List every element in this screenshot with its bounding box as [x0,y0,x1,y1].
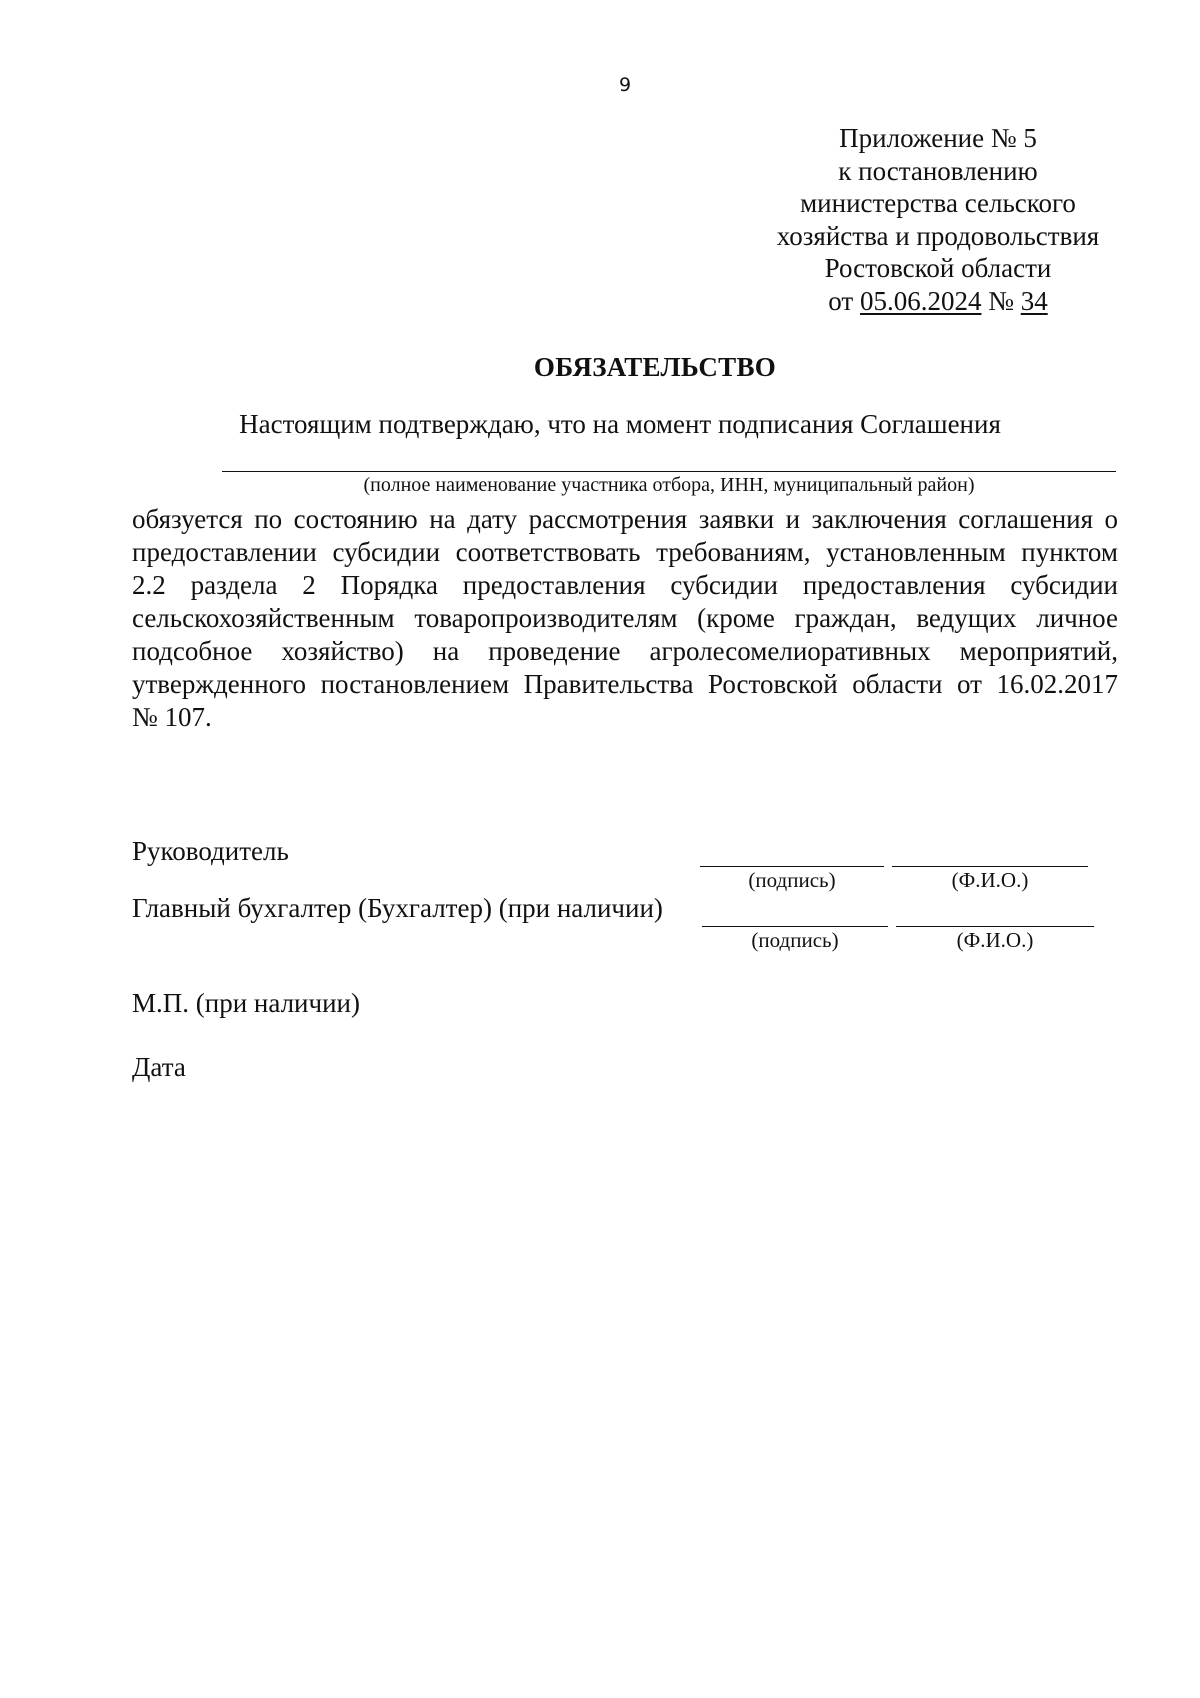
paragraph-line: утвержденного постановлением Правительства Ростовской области от 16.02.2017 [132,669,1118,699]
paragraph-line: обязуется по состоянию на дату рассмотрения заявки и заключения соглашения о [132,504,1118,534]
obligation-paragraph [132,503,1118,734]
accountant-signature-caption: (подпись) [751,928,839,952]
head-name-line [892,866,1088,867]
paragraph-line: 2.2 раздела 2 Порядка предоставления субсидии предоставления субсидии [132,570,1118,600]
appendix-number: 34 [1020,285,1048,316]
appendix-line-3: министерства сельского [800,188,1076,218]
intro-text: Настоящим подтверждаю, что на момент подписания Соглашения [239,409,1001,439]
paragraph-line: сельскохозяйственным товаропроизводителям (кроме граждан, ведущих личное [132,603,1118,633]
head-name-caption: (Ф.И.О.) [951,868,1029,892]
paragraph-line: подсобное хозяйство) на проведение агролесомелиоративных мероприятий, [132,636,1118,666]
paragraph-line: предоставлении субсидии соответствовать требованиям, установленным пунктом [132,537,1118,567]
appendix-date: 05.06.2024 [859,285,982,316]
appendix-line-1: Приложение № 5 [839,123,1037,153]
accountant-label: Главный бухгалтер (Бухгалтер) (при наличии) [132,893,663,923]
appendix-number-prefix: № [981,285,1021,316]
page-number: 9 [618,74,632,96]
accountant-name-line [896,926,1094,927]
appendix-line-5: Ростовской области [824,253,1052,283]
appendix-line-2: к постановлению [838,155,1038,186]
appendix-date-line [748,285,1128,318]
head-signature-line [700,866,884,867]
participant-fill-line [222,471,1116,472]
paragraph-line: № 107. [132,702,212,732]
date-label: Дата [132,1052,186,1082]
head-signature-caption: (подпись) [748,868,836,892]
head-label: Руководитель [132,836,289,866]
accountant-name-caption: (Ф.И.О.) [956,928,1034,952]
appendix-header [748,122,1128,317]
accountant-signature-line [702,926,888,927]
appendix-date-prefix: от [828,285,860,316]
appendix-line-4: хозяйства и продовольствия [776,220,1100,251]
stamp-label: М.П. (при наличии) [132,988,360,1018]
document-title: ОБЯЗАТЕЛЬСТВО [533,352,777,382]
participant-caption: (полное наименование участника отбора, ИНН, муниципальный район) [363,474,975,496]
